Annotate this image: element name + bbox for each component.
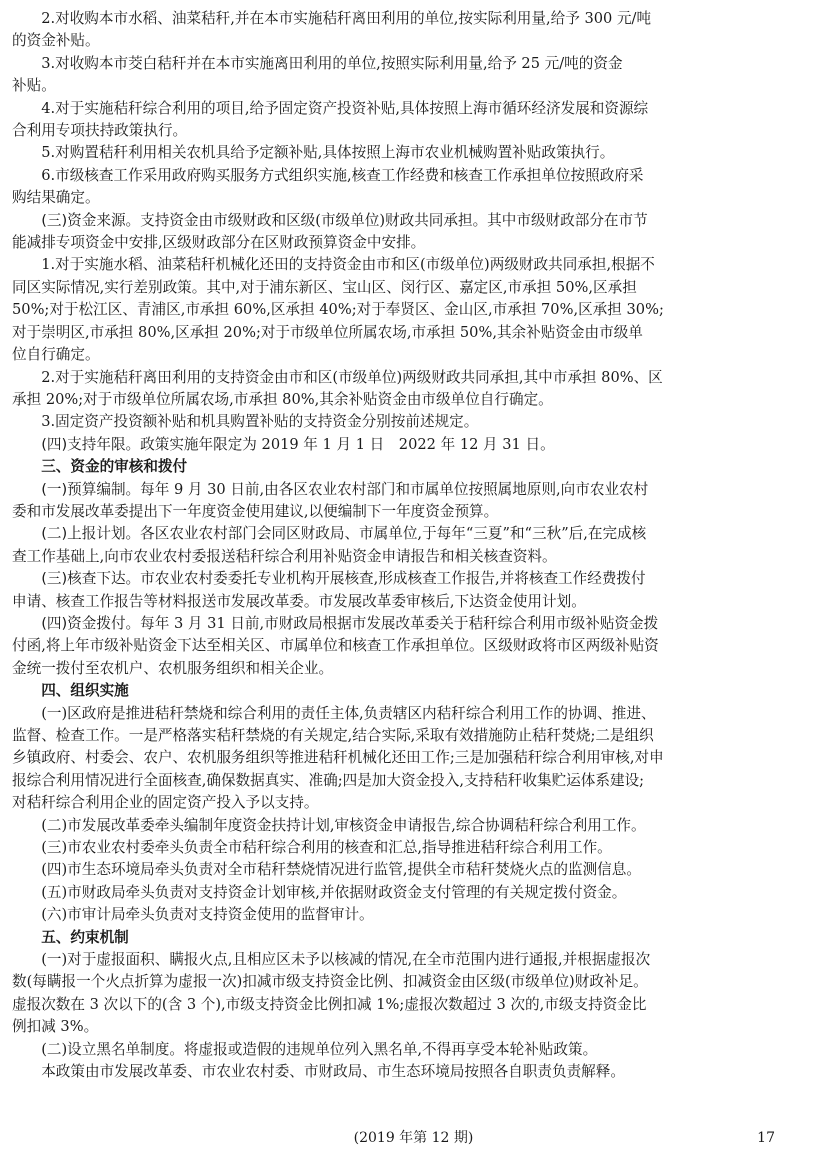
text-line: 位自行确定。 bbox=[12, 346, 100, 364]
text-line bbox=[12, 568, 815, 590]
text-run: 政策实施年限定为 2019 年 1 月 1 日 2022 年 12 月 31 日。 bbox=[140, 435, 555, 453]
text-line: 能减排专项资金中安排,区级财政部分在区财政预算资金中安排。 bbox=[12, 234, 426, 252]
text-line: 补贴。 bbox=[12, 77, 56, 95]
text-line: (六)市审计局牵头负责对支持资金使用的监督审计。 bbox=[41, 906, 374, 924]
text-line: 同区实际情况,实行差别政策。其中,对于浦东新区、宝山区、闵行区、嘉定区,市承担 50%,区承担 bbox=[12, 278, 637, 296]
subheading-lead: (一)预算编制。 bbox=[41, 480, 141, 498]
text-run: 各区农业农村部门会同区财政局、市属单位,于每年“三夏”和“三秋”后,在完成核 bbox=[140, 525, 647, 543]
text-line bbox=[12, 523, 815, 545]
text-line bbox=[12, 479, 815, 501]
text-line: 1.对于实施水稻、油菜秸秆机械化还田的支持资金由市和区(市级单位)两级财政共同承担,根据不 bbox=[41, 256, 655, 274]
text-line: 申请、核查工作报告等材料报送市发展改革委。市发展改革委审核后,下达资金使用计划。 bbox=[12, 592, 586, 610]
text-line: 本政策由市发展改革委、市农业农村委、市财政局、市生态环境局按照各自职责负责解释。 bbox=[41, 1063, 625, 1081]
text-line: 数(每瞒报一个火点折算为虚报一次)扣减市级支持资金比例、扣减资金由区级(市级单位)财政补足。 bbox=[12, 973, 648, 991]
text-line: (二)设立黑名单制度。将虚报或造假的违规单位列入黑名单,不得再享受本轮补贴政策。 bbox=[41, 1040, 598, 1058]
text-line: 金统一拨付至农机户、农机服务组织和相关企业。 bbox=[12, 659, 334, 677]
text-line: (二)市发展改革委牵头编制年度资金扶持计划,审核资金申请报告,综合协调秸秆综合利用工作。 bbox=[41, 816, 646, 834]
text-line: 对于崇明区,市承担 80%,区承担 20%;对于市级单位所属农场,市承担 50%,其余补贴资金由市级单 bbox=[12, 323, 643, 341]
page-footer bbox=[0, 1127, 827, 1151]
text-line bbox=[12, 613, 815, 635]
subheading-lead: (三)核查下达。 bbox=[41, 570, 141, 588]
text-line: 乡镇政府、村委会、农户、农机服务组织等推进秸秆机械化还田工作;三是加强秸秆综合利用审核,对申 bbox=[12, 749, 664, 767]
text-line: 50%;对于松江区、青浦区,市承担 60%,区承担 40%;对于奉贤区、金山区,市承担 70%,区承担 30%; bbox=[12, 301, 664, 319]
section-heading: 五、约束机制 bbox=[41, 928, 129, 946]
text-line: 对秸秆综合利用企业的固定资产投入予以支持。 bbox=[12, 794, 319, 812]
text-line: 2.对收购本市水稻、油菜秸秆,并在本市实施秸秆离田利用的单位,按实际利用量,给予 300 元/吨 bbox=[41, 10, 652, 27]
section-heading: 四、组织实施 bbox=[41, 682, 129, 700]
text-line: 的资金补贴。 bbox=[12, 32, 100, 50]
text-run: 每年 9 月 30 日前,由各区农业农村部门和市属单位按照属地原则,向市农业农村 bbox=[140, 480, 649, 498]
text-line: 委和市发展改革委提出下一年度资金使用建议,以便编制下一年度资金预算。 bbox=[12, 502, 499, 520]
subheading-lead: (四)支持年限。 bbox=[41, 435, 141, 453]
text-line: 2.对于实施秸秆离田利用的支持资金由市和区(市级单位)两级财政共同承担,其中市承担 80%、区 bbox=[41, 368, 663, 386]
text-line bbox=[12, 434, 815, 456]
text-line: (五)市财政局牵头负责对支持资金计划审核,并依据财政资金支付管理的有关规定拨付资金。 bbox=[41, 883, 627, 901]
text-line: 3.固定资产投资额补贴和机具购置补贴的支持资金分别按前述规定。 bbox=[41, 413, 479, 431]
text-line: 购结果确定。 bbox=[12, 189, 100, 207]
text-line: (一)区政府是推进秸秆禁烧和综合利用的责任主体,负责辖区内秸秆综合利用工作的协调、推进、 bbox=[41, 704, 656, 722]
text-line: 查工作基础上,向市农业农村委报送秸秆综合利用补贴资金申请报告和相关核查资料。 bbox=[12, 547, 557, 565]
subheading-lead: (三)资金来源。 bbox=[41, 211, 141, 229]
text-line: (三)市农业农村委牵头负责全市秸秆综合利用的核查和汇总,指导推进秸秆综合利用工作。 bbox=[41, 839, 612, 857]
text-line: 合利用专项扶持政策执行。 bbox=[12, 122, 188, 140]
text-line bbox=[12, 210, 815, 232]
text-line: (一)对于虚报面积、瞒报火点,且相应区未予以核减的情况,在全市范围内进行通报,并根据虚报次 bbox=[41, 951, 651, 969]
text-line: 虚报次数在 3 次以下的(含 3 个),市级支持资金比例扣减 1%;虚报次数超过 3 次的,市级支持资金比 bbox=[12, 995, 647, 1013]
text-run: 支持资金由市级财政和区级(市级单位)财政共同承担。其中市级财政部分在市节 bbox=[140, 211, 648, 229]
text-run: 市农业农村委委托专业机构开展核查,形成核查工作报告,并将核查工作经费拨付 bbox=[140, 570, 646, 588]
text-line: 承担 20%;对于市级单位所属农场,市承担 80%,其余补贴资金由市级单位自行确定。 bbox=[12, 390, 553, 408]
section-heading: 三、资金的审核和拨付 bbox=[41, 458, 188, 476]
subheading-lead: (四)资金拨付。 bbox=[41, 614, 141, 632]
text-line: 付函,将上年市级补贴资金下达至相关区、市属单位和核查工作承担单位。区级财政将市区两级补贴资 bbox=[12, 637, 659, 655]
text-run: 每年 3 月 31 日前,市财政局根据市发展改革委关于秸秆综合利用市级补贴资金拨 bbox=[140, 614, 659, 632]
text-line: 4.对于实施秸秆综合利用的项目,给予固定资产投资补贴,具体按照上海市循环经济发展和资源综 bbox=[41, 99, 649, 117]
issue-label: (2019 年第 12 期) bbox=[353, 1130, 474, 1146]
text-line: (四)市生态环境局牵头负责对全市秸秆禁烧情况进行监管,提供全市秸秆焚烧火点的监测信息。 bbox=[41, 861, 641, 879]
page-number: 17 bbox=[757, 1130, 775, 1146]
subheading-lead: (二)上报计划。 bbox=[41, 525, 141, 543]
text-line: 例扣减 3%。 bbox=[12, 1018, 99, 1036]
text-line: 5.对购置秸秆利用相关农机具给予定额补贴,具体按照上海市农业机械购置补贴政策执行。 bbox=[41, 144, 615, 162]
text-line: 监督、检查工作。一是严格落实秸秆禁烧的有关规定,结合实际,采取有效措施防止秸秆焚烧;二是组织 bbox=[12, 727, 654, 744]
text-line: 报综合利用情况进行全面核查,确保数据真实、准确;四是加大资金投入,支持秸秆收集贮运体系建设; bbox=[12, 771, 645, 789]
document-body bbox=[12, 8, 815, 1084]
text-line: 3.对收购本市茭白秸秆并在本市实施离田利用的单位,按照实际利用量,给予 25 元/吨的资金 bbox=[41, 54, 623, 72]
text-line: 6.市级核查工作采用政府购买服务方式组织实施,核查工作经费和核查工作承担单位按照政府采 bbox=[41, 166, 644, 184]
